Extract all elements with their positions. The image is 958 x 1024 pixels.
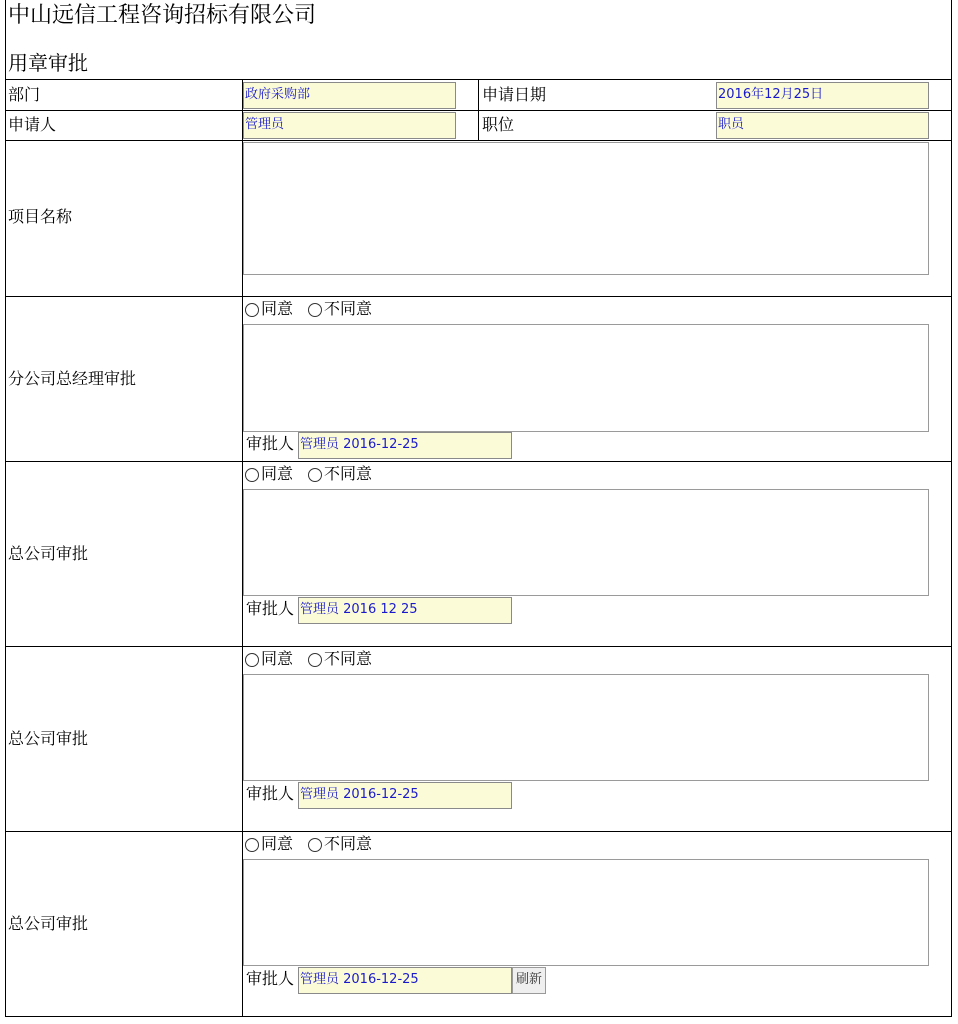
agree-label: 同意 [261, 464, 294, 483]
disagree-radio[interactable] [308, 468, 322, 482]
opinion-textarea[interactable] [243, 489, 929, 596]
column-divider [478, 79, 479, 140]
project-label: 项目名称 [8, 207, 73, 226]
apply-date-label: 申请日期 [482, 85, 547, 104]
project-textarea[interactable] [243, 142, 929, 275]
approver-field[interactable]: 管理员 2016-12-25 [298, 967, 512, 994]
opinion-textarea[interactable] [243, 674, 929, 781]
disagree-label: 不同意 [324, 464, 373, 483]
section-label: 总公司审批 [8, 729, 89, 748]
page-title: 用章审批 [8, 51, 88, 75]
company-name: 中山远信工程咨询招标有限公司 [8, 3, 317, 28]
dept-label: 部门 [8, 85, 41, 104]
agree-radio[interactable] [245, 838, 259, 852]
agree-label: 同意 [261, 649, 294, 668]
apply-date-field[interactable]: 2016年12月25日 [716, 82, 929, 109]
divider [5, 296, 952, 297]
dept-field[interactable]: 政府采购部 [243, 82, 456, 109]
divider [5, 461, 952, 462]
approver-label: 审批人 [246, 599, 295, 618]
divider [5, 831, 952, 832]
agree-label: 同意 [261, 834, 294, 853]
section-label: 总公司审批 [8, 544, 89, 563]
agree-radio[interactable] [245, 468, 259, 482]
agree-radio[interactable] [245, 653, 259, 667]
approver-field[interactable]: 管理员 2016-12-25 [298, 782, 512, 809]
agree-radio[interactable] [245, 303, 259, 317]
approver-label: 审批人 [246, 434, 295, 453]
opinion-textarea[interactable] [243, 859, 929, 966]
section-label: 总公司审批 [8, 914, 89, 933]
disagree-radio[interactable] [308, 653, 322, 667]
position-label: 职位 [482, 115, 515, 134]
applicant-field[interactable]: 管理员 [243, 112, 456, 139]
approver-field[interactable]: 管理员 2016-12-25 [298, 432, 512, 459]
refresh-button[interactable]: 刷新 [512, 967, 546, 994]
position-field[interactable]: 职员 [716, 112, 929, 139]
disagree-radio[interactable] [308, 303, 322, 317]
opinion-textarea[interactable] [243, 324, 929, 432]
disagree-label: 不同意 [324, 649, 373, 668]
agree-label: 同意 [261, 299, 294, 318]
disagree-label: 不同意 [324, 299, 373, 318]
approver-label: 审批人 [246, 784, 295, 803]
disagree-label: 不同意 [324, 834, 373, 853]
divider [5, 140, 952, 141]
divider [5, 646, 952, 647]
disagree-radio[interactable] [308, 838, 322, 852]
approver-field[interactable]: 管理员 2016 12 25 [298, 597, 512, 624]
section-label: 分公司总经理审批 [8, 369, 137, 388]
approver-label: 审批人 [246, 969, 295, 988]
applicant-label: 申请人 [8, 115, 57, 134]
